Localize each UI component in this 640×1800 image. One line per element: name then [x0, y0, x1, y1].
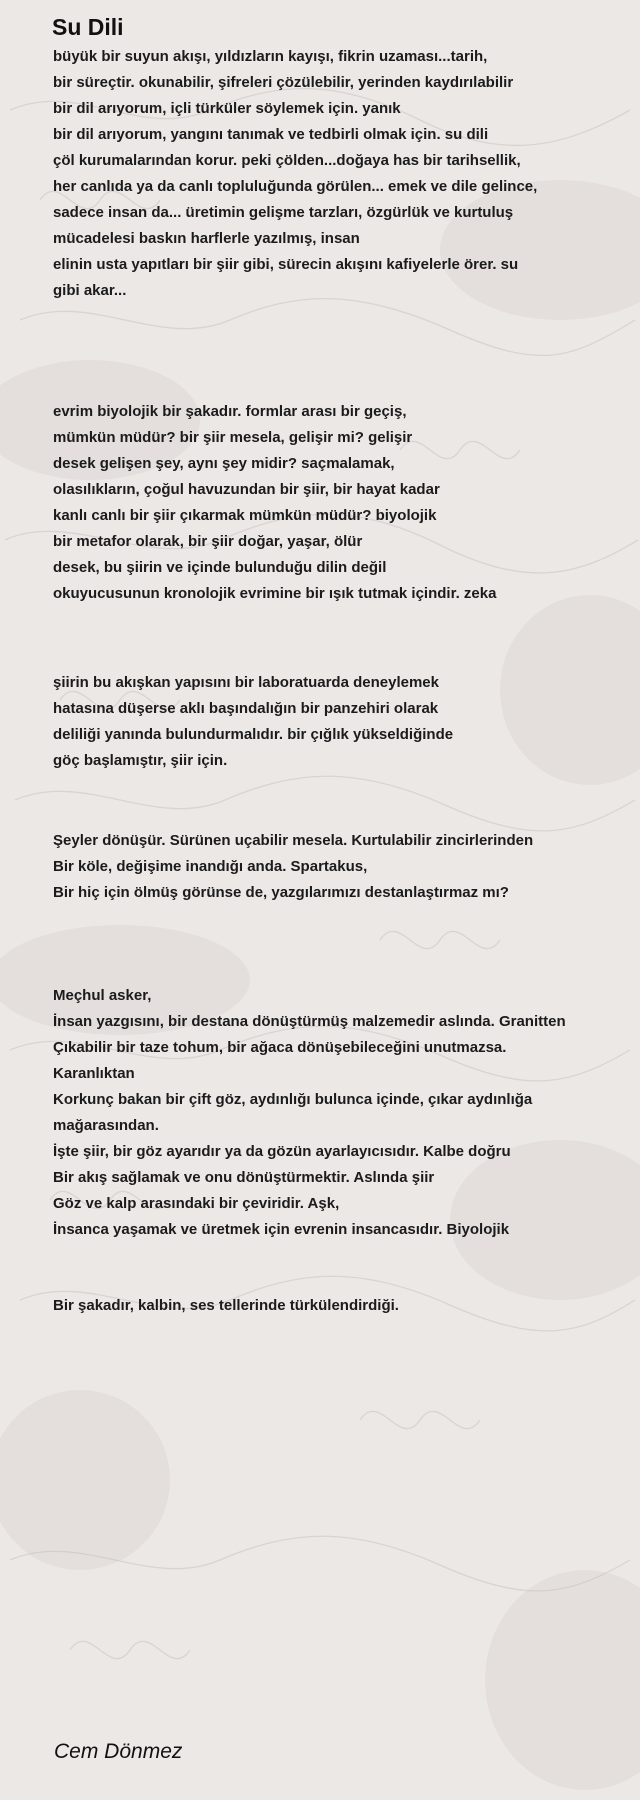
poem-line: mücadelesi baskın harflerle yazılmış, insan	[53, 230, 360, 247]
poem-line: her canlıda ya da canlı topluluğunda görülen... emek ve dile gelince,	[53, 178, 538, 195]
poem-line: mümkün müdür? bir şiir mesela, gelişir mi? gelişir	[53, 429, 413, 446]
poem-line: sadece insan da... üretimin gelişme tarzları, özgürlük ve kurtuluş	[53, 204, 514, 221]
poem-line: evrim biyolojik bir şakadır. formlar arası bir geçiş,	[53, 403, 407, 420]
stanza	[53, 44, 633, 304]
stanza	[53, 670, 633, 774]
poem-line: çöl kurumalarından korur. peki çölden...doğaya has bir tarihsellik,	[53, 152, 521, 169]
poem-line: mağarasından.	[53, 1117, 159, 1134]
poem-line: olasılıkların, çoğul havuzundan bir şiir, bir hayat kadar	[53, 481, 440, 498]
poem-line: bir süreçtir. okunabilir, şifreleri çözülebilir, yerinden kaydırılabilir	[53, 74, 514, 91]
stanza	[53, 1293, 633, 1319]
poem-line: Korkunç bakan bir çift göz, aydınlığı bulunca içinde, çıkar aydınlığa	[53, 1091, 533, 1108]
poem-line: Şeyler dönüşür. Sürünen uçabilir mesela. Kurtulabilir zincirlerinden	[53, 832, 534, 849]
poem-line: okuyucusunun kronolojik evrimine bir ışık tutmak içindir. zeka	[53, 585, 497, 602]
poem-line: şiirin bu akışkan yapısını bir laboratuarda deneylemek	[53, 674, 439, 691]
poem-line: kanlı canlı bir şiir çıkarmak mümkün müdür? biyolojik	[53, 507, 437, 524]
poem-line: bir metafor olarak, bir şiir doğar, yaşar, ölür	[53, 533, 363, 550]
poem-line: gibi akar...	[53, 282, 127, 299]
poem-line: Bir köle, değişime inandığı anda. Spartakus,	[53, 858, 368, 875]
poem-line: Karanlıktan	[53, 1065, 135, 1082]
stanza	[53, 828, 633, 906]
poem-line: Çıkabilir bir taze tohum, bir ağaca dönüşebileceğini unutmazsa.	[53, 1039, 507, 1056]
poem-line: Bir akış sağlamak ve onu dönüştürmektir. Aslında şiir	[53, 1169, 435, 1186]
poem-line: bir dil arıyorum, içli türküler söylemek için. yanık	[53, 100, 401, 117]
poem-line: İşte şiir, bir göz ayarıdır ya da gözün ayarlayıcısıdır. Kalbe doğru	[53, 1143, 511, 1160]
poem-line: elinin usta yapıtları bir şiir gibi, sürecin akışını kafiyelerle örer. su	[53, 256, 519, 273]
poem-line: bir dil arıyorum, yangını tanımak ve tedbirli olmak için. su dili	[53, 126, 489, 143]
poem-line: Göz ve kalp arasındaki bir çeviridir. Aşk,	[53, 1195, 340, 1212]
poem-line: desek, bu şiirin ve içinde bulunduğu dilin değil	[53, 559, 387, 576]
stanza	[53, 983, 633, 1243]
poem-title: Su Dili	[52, 14, 124, 40]
poem-line: hatasına düşerse aklı başındalığın bir panzehiri olarak	[53, 700, 439, 717]
poem-line: desek gelişen şey, aynı şey midir? saçmalamak,	[53, 455, 395, 472]
poem-line: İnsan yazgısını, bir destana dönüştürmüş malzemedir aslında. Granitten	[53, 1013, 566, 1030]
poem-line: Bir hiç için ölmüş görünse de, yazgılarımızı destanlaştırmaz mı?	[53, 884, 509, 901]
stanza	[53, 399, 633, 607]
poem-line: İnsanca yaşamak ve üretmek için evrenin insancasıdır. Biyolojik	[53, 1221, 510, 1238]
poem-line: büyük bir suyun akışı, yıldızların kayışı, fikrin uzaması...tarih,	[53, 48, 488, 65]
author-name: Cem Dönmez	[54, 1740, 183, 1763]
poem-line: Bir şakadır, kalbin, ses tellerinde türkülendirdiği.	[53, 1297, 399, 1314]
poem-line: göç başlamıştır, şiir için.	[53, 752, 228, 769]
poem-line: deliliği yanında bulundurmalıdır. bir çığlık yükseldiğinde	[53, 726, 454, 743]
poem-line: Meçhul asker,	[53, 987, 152, 1004]
